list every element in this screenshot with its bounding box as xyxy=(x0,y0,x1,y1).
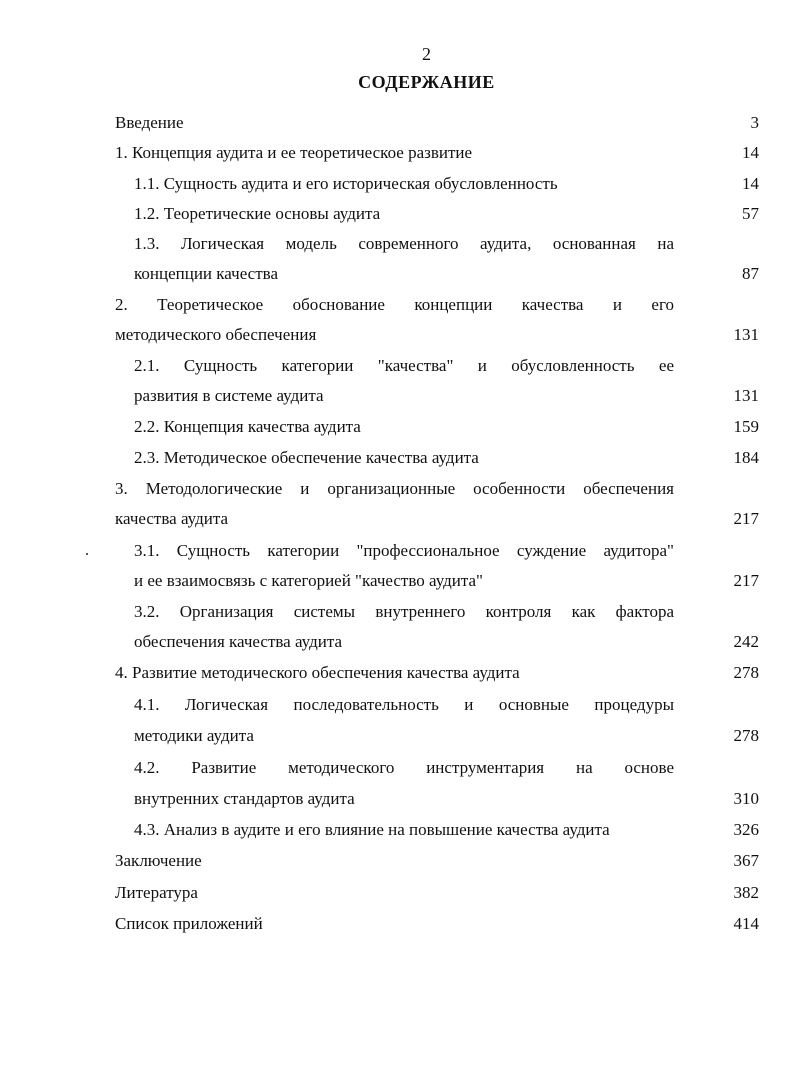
toc-entry-conclusion: Заключение xyxy=(115,851,202,870)
toc-entry-section-3-2-cont: обеспечения качества аудита xyxy=(134,632,343,651)
toc-page-number: 87 xyxy=(742,264,759,283)
toc-page-number: 131 xyxy=(733,325,759,344)
toc-page-number: 184 xyxy=(733,448,759,467)
toc-page-number: 217 xyxy=(733,571,759,590)
toc-entry-section-4-1: 4.1. Логическая последовательность и основные процедуры xyxy=(134,695,674,714)
toc-page-number: 57 xyxy=(742,204,759,223)
toc-page-number: 367 xyxy=(733,851,759,870)
page-title: СОДЕРЖАНИЕ xyxy=(358,72,495,92)
toc-entry-section-1-2: 1.2. Теоретические основы аудита xyxy=(134,204,381,223)
toc-page-number: 3 xyxy=(750,113,759,132)
toc-page-number: 242 xyxy=(733,632,759,651)
toc-entry-chapter-3: 3. Методологические и организационные особенности обеспечения xyxy=(115,479,674,498)
toc-entry-section-1-1: 1.1. Сущность аудита и его историческая обусловленность xyxy=(134,174,558,193)
toc-page-number: 159 xyxy=(733,417,759,436)
toc-page-number: 278 xyxy=(733,663,759,682)
toc-entry-section-3-1: 3.1. Сущность категории "профессиональное суждение аудитора" xyxy=(134,541,674,560)
toc-page-number: 382 xyxy=(733,883,759,902)
toc-entry-chapter-1: 1. Концепция аудита и ее теоретическое развитие xyxy=(115,143,473,162)
toc-page-number: 310 xyxy=(733,789,759,808)
toc-entry-section-3-1-cont: и ее взаимосвязь с категорией "качество аудита" xyxy=(134,571,483,590)
toc-entry-section-4-1-cont: методики аудита xyxy=(134,726,254,745)
toc-entry-section-4-2: 4.2. Развитие методического инструментария на основе xyxy=(134,758,674,777)
toc-entry-chapter-4: 4. Развитие методического обеспечения качества аудита xyxy=(115,663,520,682)
toc-page-number: 131 xyxy=(733,386,759,405)
toc-entry-chapter-2-cont: методического обеспечения xyxy=(115,325,317,344)
toc-entry-chapter-3-cont: качества аудита xyxy=(115,509,228,528)
page-number: 2 xyxy=(422,44,431,64)
toc-entry-chapter-2: 2. Теоретическое обоснование концепции качества и его xyxy=(115,295,674,314)
scan-speck xyxy=(86,553,88,555)
toc-entry-section-2-3: 2.3. Методическое обеспечение качества аудита xyxy=(134,448,479,467)
toc-entry-section-4-2-cont: внутренних стандартов аудита xyxy=(134,789,355,808)
toc-page-number: 217 xyxy=(733,509,759,528)
toc-page-number: 14 xyxy=(742,174,759,193)
toc-entry-section-4-3: 4.3. Анализ в аудите и его влияние на повышение качества аудита xyxy=(134,820,610,839)
toc-page-number: 414 xyxy=(733,914,759,933)
toc-entry-section-1-3-cont: концепции качества xyxy=(134,264,278,283)
toc-entry-section-2-2: 2.2. Концепция качества аудита xyxy=(134,417,361,436)
toc-entry-references: Литература xyxy=(115,883,198,902)
toc-page-number: 14 xyxy=(742,143,759,162)
toc-entry-introduction: Введение xyxy=(115,113,184,132)
toc-page-number: 326 xyxy=(733,820,759,839)
toc-entry-section-2-1: 2.1. Сущность категории "качества" и обусловленность ее xyxy=(134,356,674,375)
toc-entry-section-3-2: 3.2. Организация системы внутреннего контроля как фактора xyxy=(134,602,674,621)
toc-page-number: 278 xyxy=(733,726,759,745)
toc-entry-section-1-3: 1.3. Логическая модель современного аудита, основанная на xyxy=(134,234,674,253)
toc-entry-appendices: Список приложений xyxy=(115,914,263,933)
toc-entry-section-2-1-cont: развития в системе аудита xyxy=(134,386,324,405)
